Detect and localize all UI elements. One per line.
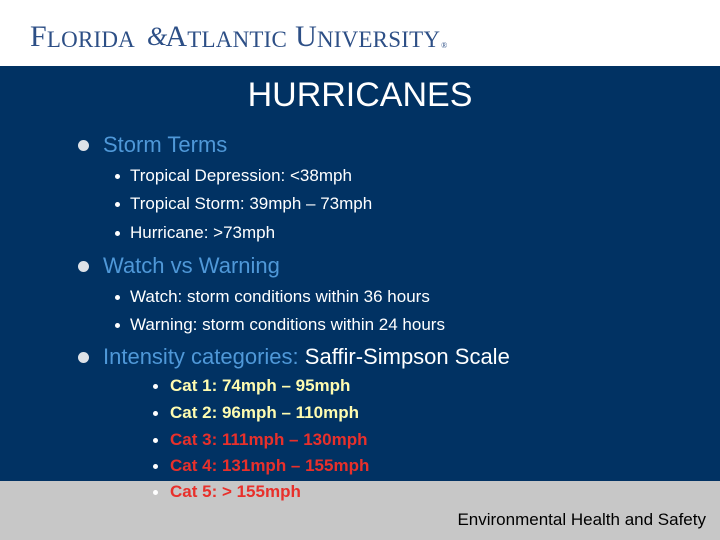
list-item: Watch: storm conditions within 36 hours (115, 286, 430, 308)
bullet-dot-icon (115, 295, 120, 300)
section-watch-warning (78, 253, 280, 279)
bullet-dot-icon (78, 140, 89, 151)
bullet-dot-icon (78, 261, 89, 272)
list-item: Hurricane: >73mph (115, 222, 275, 244)
logo-ampersand: & (146, 22, 168, 51)
bullet-dot-icon (153, 490, 158, 495)
category-item: Cat 3: 111mph – 130mph (153, 429, 367, 451)
heading-plain: Saffir-Simpson Scale (298, 344, 510, 369)
section-intensity-categories (78, 344, 510, 370)
list-item: Tropical Storm: 39mph – 73mph (115, 193, 372, 215)
fau-logo (30, 16, 447, 52)
category-item: Cat 4: 131mph – 155mph (153, 455, 369, 477)
slide-title: HURRICANES (247, 76, 473, 114)
logo-word-florida: F LORIDA (30, 20, 135, 53)
heading-accent: Intensity categories: (103, 344, 299, 369)
section-heading (103, 344, 510, 370)
category-item: Cat 2: 96mph – 110mph (153, 402, 359, 424)
bullet-dot-icon (78, 352, 89, 363)
category-item: Cat 1: 74mph – 95mph (153, 375, 350, 397)
bullet-dot-icon (153, 384, 158, 389)
footer-bar (0, 481, 720, 540)
bullet-dot-icon (153, 411, 158, 416)
logo-word-atlantic: A TLANTIC (165, 20, 288, 53)
logo-registered-mark: ® (441, 41, 448, 50)
bullet-dot-icon (153, 438, 158, 443)
footer-text: Environmental Health and Safety (457, 510, 706, 529)
section-heading: Storm Terms (103, 132, 228, 157)
header-bar (0, 0, 720, 66)
list-item: Tropical Depression: <38mph (115, 165, 352, 187)
section-heading: Watch vs Warning (103, 253, 280, 278)
bullet-dot-icon (115, 323, 120, 328)
bullet-dot-icon (115, 174, 120, 179)
bullet-dot-icon (115, 202, 120, 207)
logo-word-university: U NIVERSITY (295, 20, 441, 53)
section-storm-terms (78, 132, 227, 158)
category-item: Cat 5: > 155mph (153, 481, 301, 503)
bullet-dot-icon (115, 231, 120, 236)
bullet-dot-icon (153, 464, 158, 469)
list-item: Warning: storm conditions within 24 hours (115, 314, 445, 336)
